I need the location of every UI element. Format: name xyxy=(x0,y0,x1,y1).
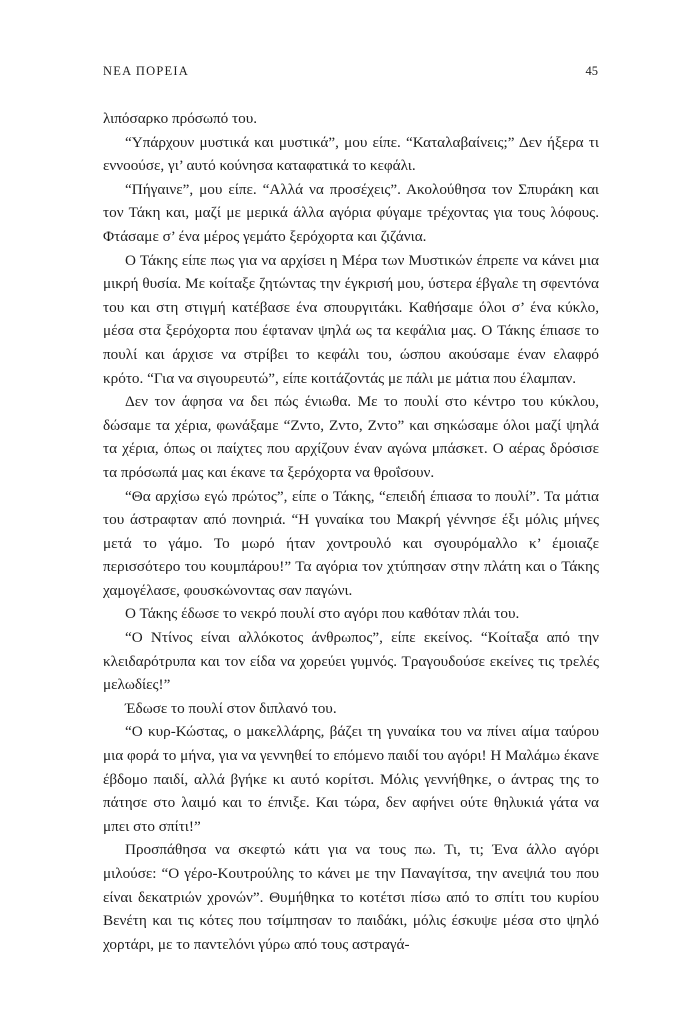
paragraph: “Ο κυρ-Κώστας, ο μακελλάρης, βάζει τη γυναίκα του να πίνει αίμα ταύρου μια φορά το μήνα, για να γεννηθεί το επόμενο παιδί του αγόρι! Η Μαλάμω έκανε έβδομο παιδί, αλλά βγήκε κι αυτό κορίτσι. Μόλις γεννήθηκε, ο άντρας της το πάτησε στο λαιμό και το έπνιξε. Και τώρα, δεν αφήνει ούτε θηλυκιά γάτα να μπει στο σπίτι!” xyxy=(103,723,599,835)
journal-title: ΝΕΑ ΠΟΡΕΙΑ xyxy=(103,64,189,78)
running-head xyxy=(103,64,598,82)
paragraph: Ο Τάκης είπε πως για να αρχίσει η Μέρα των Μυστικών έπρεπε να κάνει μια μικρή θυσία. Με κοίταξε ζητώντας την έγκρισή μου, ύστερα έβγαλε τη σφεντόνα του και στη στιγμή κατέβασε ένα σπουργιτάκι. Καθήσαμε όλοι σ’ ένα κύκλο, μέσα στα ξερόχορτα που έφταναν ψηλά ως τα κεφάλια μας. Ο Τάκης έπιασε το πουλί και άρχισε να στρίβει το κεφάλι του, ώσπου ακούσαμε έναν ελαφρό κρότο. “Για να σιγουρευτώ”, είπε κοιτάζοντάς με πάλι με μάτια που έλαμπαν. xyxy=(103,251,599,387)
paragraph-continuation: λιπόσαρκο πρόσωπό του. xyxy=(103,110,258,127)
paragraph: “Υπάρχουν μυστικά και μυστικά”, μου είπε. “Καταλαβαίνεις;” Δεν ήξερα τι εννοούσε, γι’ αυτό κούνησα καταφατικά το κεφάλι. xyxy=(103,133,599,175)
paragraph: Προσπάθησα να σκεφτώ κάτι για να τους πω. Τι, τι; Ένα άλλο αγόρι μιλούσε: “Ο γέρο-Κουτρούλης το κάνει με την Παναγίτσα, την ανεψιά του που είναι δεκατριών χρονών”. Θυμήθηκα το κοτέτσι πίσω από το σπίτι του κυρίου Βενέτη και τις κότες που τσίμπησαν το παιδάκι, μόλις έσκυψε μέσα στο ψηλό χορτάρι, με το παντελόνι γύρω από τους αστραγά- xyxy=(103,841,599,953)
paragraph: Ο Τάκης έδωσε το νεκρό πουλί στο αγόρι που καθόταν πλάι του. xyxy=(125,605,520,623)
paragraph: “Θα αρχίσω εγώ πρώτος”, είπε ο Τάκης, “επειδή έπιασα το πουλί”. Τα μάτια του άστραφταν από πονηριά. “Η γυναίκα του Μακρή γέννησε έξι μόλις μήνες μετά το γάμο. Το μωρό ήταν χοντρουλό και σγουρόμαλλο κ’ έμοιαζε περισσότερο του κουμπάρου!” Τα αγόρια τον χτύπησαν στην πλάτη και ο Τάκης χαμογέλασε, φουσκώνοντας σαν παγώνι. xyxy=(103,487,599,599)
paragraph: “Πήγαινε”, μου είπε. “Αλλά να προσέχεις”. Ακολούθησα τον Σπυράκη και τον Τάκη και, μαζί με μερικά άλλα αγόρια φύγαμε τρέχοντας για τους λόφους. Φτάσαμε σ’ ένα μέρος γεμάτο ξερόχορτα και ζιζάνια. xyxy=(103,180,599,245)
paragraph: “Ο Ντίνος είναι αλλόκοτος άνθρωπος”, είπε εκείνος. “Κοίταξα από την κλειδαρότρυπα και τον είδα να χορεύει γυμνός. Τραγουδούσε εκείνες τις τρελές μελωδίες!” xyxy=(103,629,599,694)
paragraph: Δεν τον άφησα να δει πώς ένιωθα. Με το πουλί στο κέντρο του κύκλου, δώσαμε τα χέρια, φωνάξαμε “Ζντο, Ζντο, Ζντο” και σηκώσαμε όλοι μαζί ψηλά τα χέρια, όπως οι παίχτες που αρχίζουν έναν αγώνα μπάσκετ. Ο αέρας δρόσισε τα πρόσωπά μας και έκανε τα ξερόχορτα να θροΐσουν. xyxy=(103,393,599,481)
page-number: 45 xyxy=(585,64,598,78)
body-text xyxy=(103,107,599,956)
paragraph: Έδωσε το πουλί στον διπλανό του. xyxy=(125,699,337,717)
